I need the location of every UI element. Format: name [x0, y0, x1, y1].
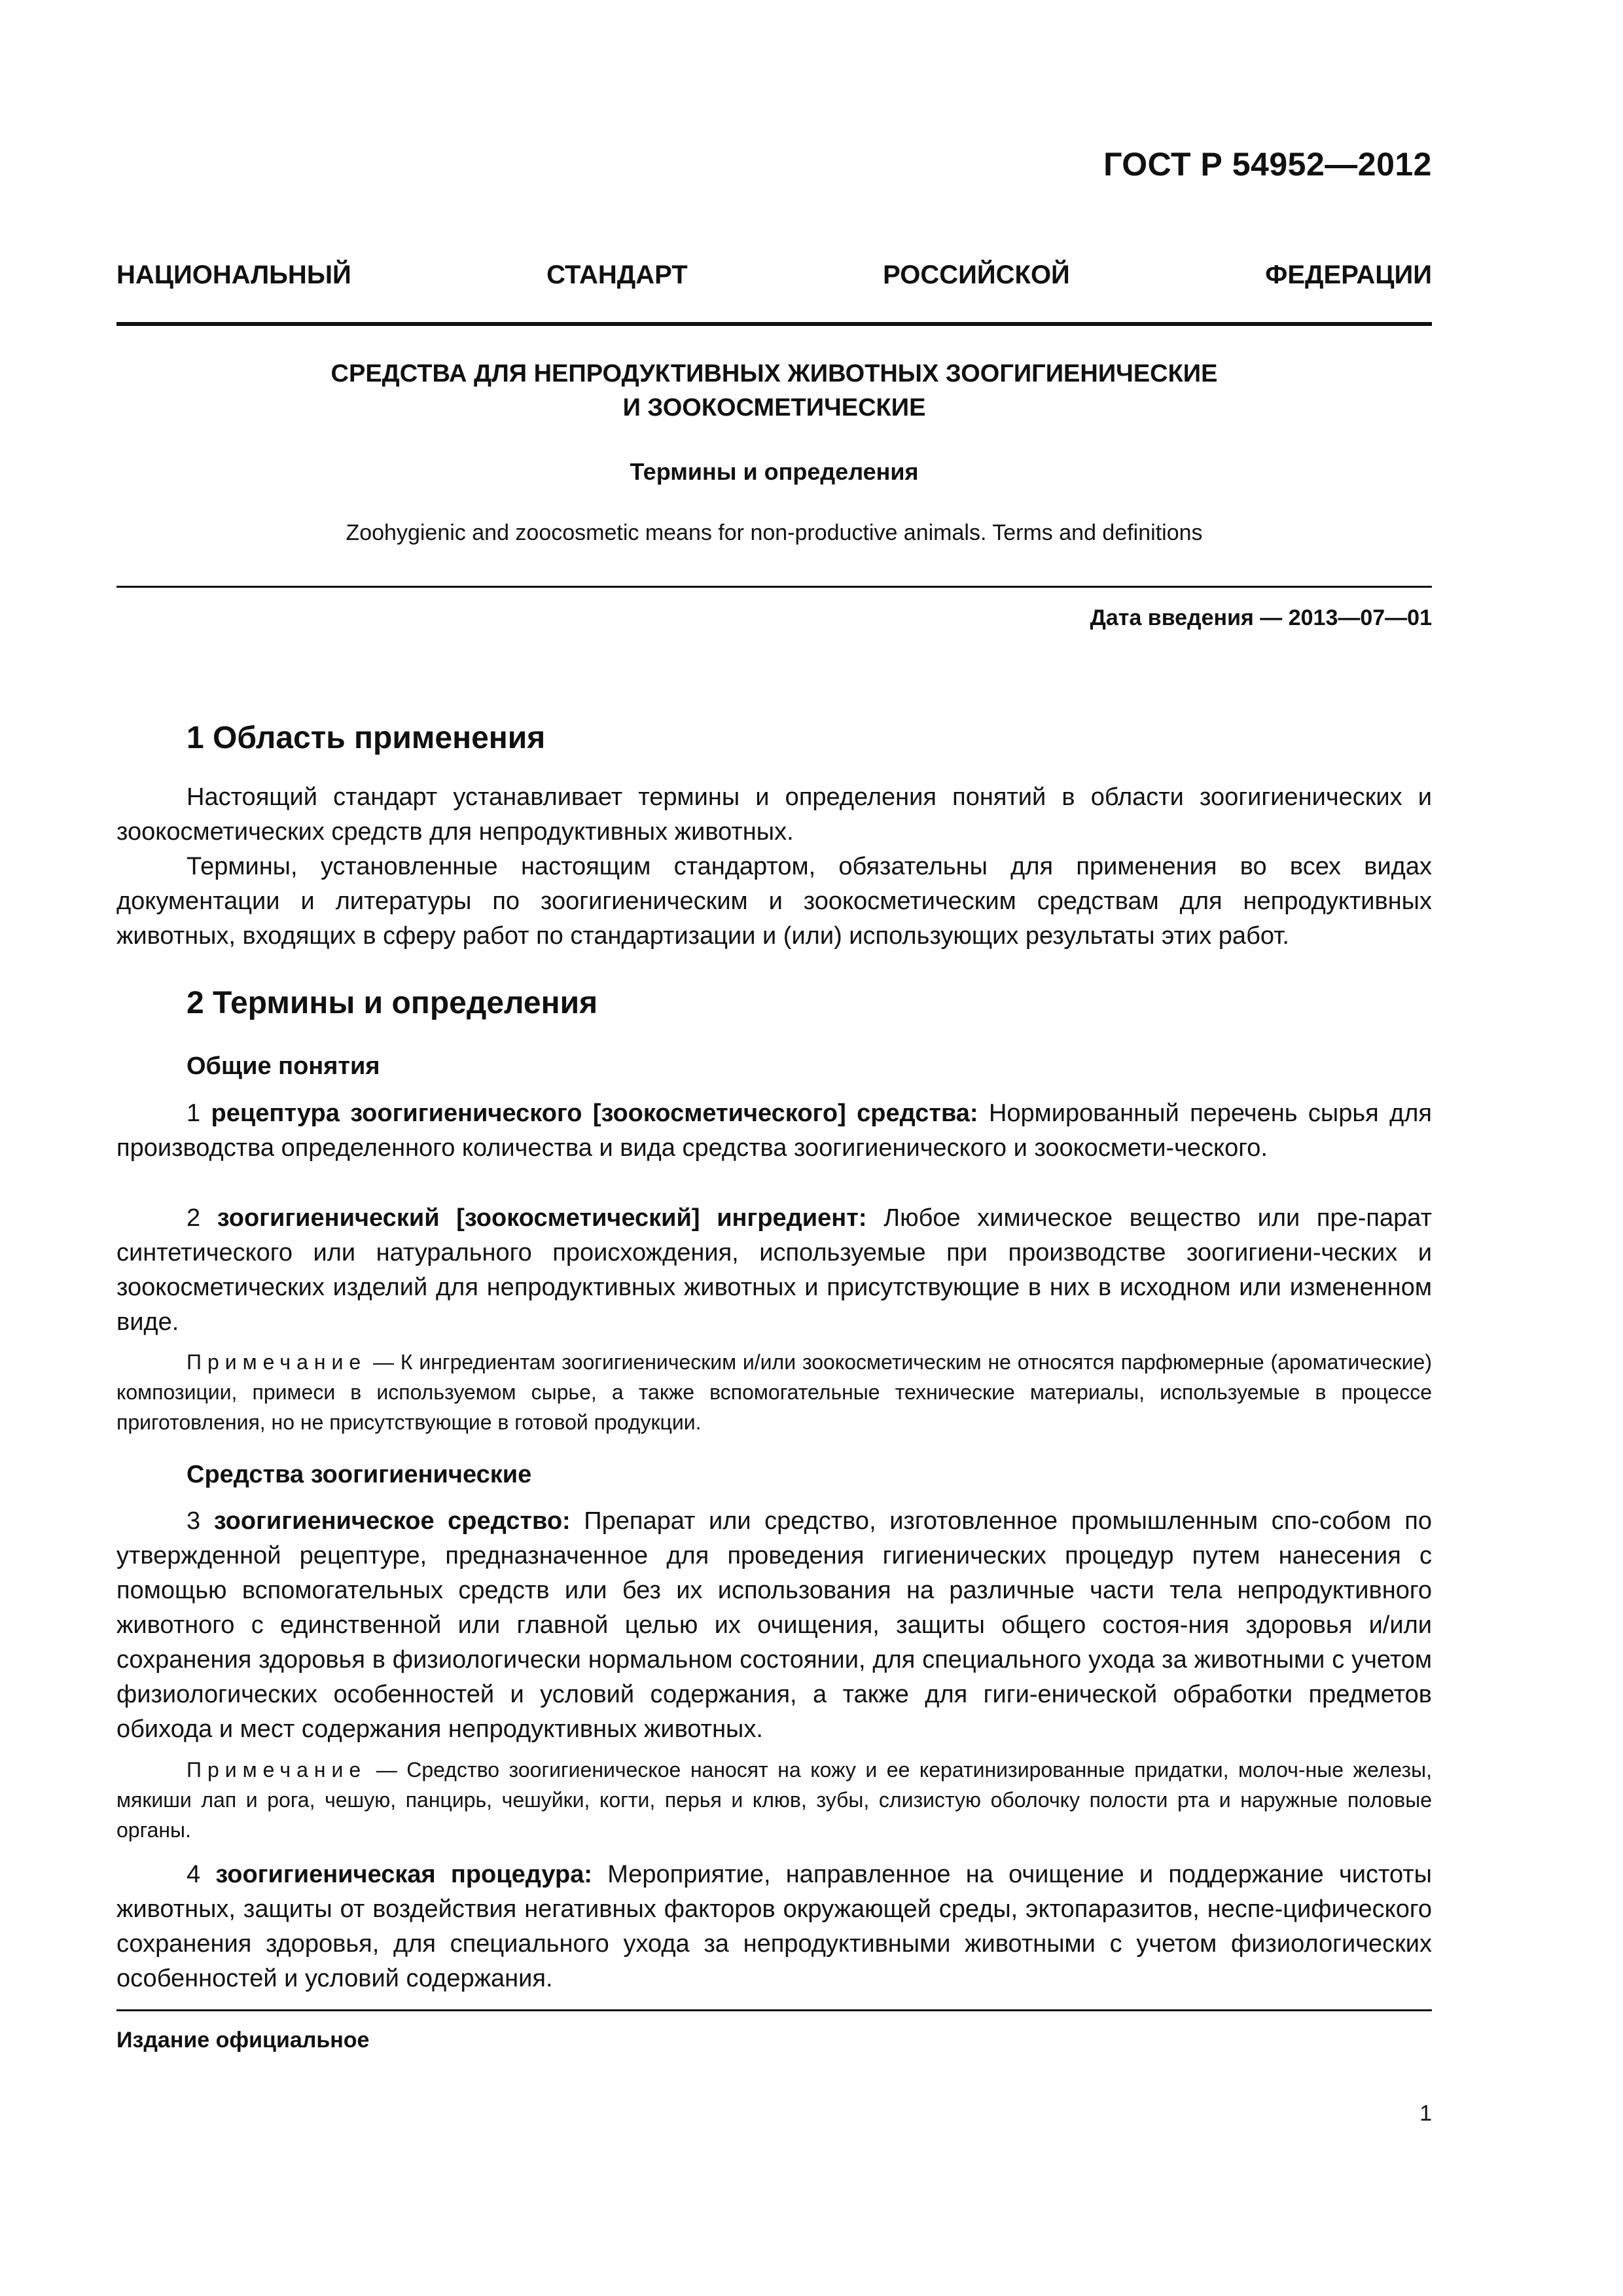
subsection-zoohygienic-means: Средства зоогигиенические — [187, 1461, 532, 1488]
note-2-text: — Средство зоогигиеническое наносят на кожу и ее кератинизированные придатки, молоч-ные железы, мякиши лап и рога, чешую, панцирь, чешуйки, когти, перья и клюв, зубы, слизистую оболочку полости рта и наружные половые органы. — [116, 1758, 1432, 1842]
note-1 — [116, 1347, 1432, 1437]
section-1-paragraph-1: Настоящий стандарт устанавливает термины и определения понятий в области зоогигиенических и зоокосметических средств для непродуктивных животных. — [116, 783, 1432, 846]
term-4-definition: Мероприятие, направленное на очищение и поддержание чистоты животных, защиты от воздействия негативных факторов окружающей среды, эктопаразитов, неспе-цифического сохранения здоровья, для специального ухода за непродуктивными животными с учетом физиологических особенностей и условий содержания. — [116, 1861, 1432, 1992]
note-1-text: — К ингредиентам зоогигиеническим и/или зоокосметическим не относятся парфюмерные (ароматические) композиции, примеси в используемом сырье, а также вспомогательные технические материалы, используемые в процессе приготовления, но не присутствующие в готовой продукции. — [116, 1350, 1432, 1434]
title-divider — [116, 586, 1432, 588]
official-edition-label: Издание официальное — [116, 2028, 370, 2053]
note-2-label: Примечание — [187, 1758, 367, 1782]
note-2 — [116, 1755, 1432, 1845]
term-3 — [116, 1504, 1432, 1747]
document-code: ГОСТ Р 54952—2012 — [1103, 146, 1432, 183]
term-3-definition: Препарат или средство, изготовленное промышленным спо-собом по утвержденной рецептуре, предназначенное для проведения гигиенических процедур путем нанесения с помощью вспомогательных средств или без их использования на различные части тела непродуктивного животного с единственной или главной целью их очищения, защиты общего состоя-ния здоровья и/или сохранения здоровья в физиологически нормальном состоянии, для специального ухода за животными с учетом физиологических особенностей и условий содержания, а также для гиги-енической обработки предметов обихода и мест содержания непродуктивных животных. — [116, 1507, 1432, 1743]
term-4 — [116, 1857, 1432, 1996]
term-3-number: 3 — [187, 1507, 214, 1535]
national-standard-banner: НАЦИОНАЛЬНЫЙ СТАНДАРТ РОССИЙСКОЙ ФЕДЕРАЦИИ — [116, 260, 1432, 289]
document-title — [116, 357, 1432, 425]
term-1-definition: Нормированный перечень сырья для производства определенного количества и вида средства зоогигиенического и зоокосмети-ческого. — [116, 1100, 1432, 1162]
term-1-number: 1 — [187, 1100, 211, 1127]
title-line-1: СРЕДСТВА ДЛЯ НЕПРОДУКТИВНЫХ ЖИВОТНЫХ ЗООГИГИЕНИЧЕСКИЕ — [330, 360, 1218, 387]
term-2 — [116, 1201, 1432, 1340]
top-divider — [116, 322, 1432, 326]
term-2-number: 2 — [187, 1204, 217, 1232]
subsection-general-concepts: Общие понятия — [187, 1052, 380, 1080]
term-1 — [116, 1096, 1432, 1166]
term-1-name: рецептура зоогигиенического [зоокосметического] средства: — [211, 1100, 978, 1127]
introduction-date: Дата введения — 2013—07—01 — [1090, 605, 1432, 630]
term-2-definition: Любое химическое вещество или пре-парат синтетического или натурального происхождения, используемые при производстве зоогигиени-ческих и зоокосметических изделий для непродуктивных животных и присутствующие в них в исходном или измененном виде. — [116, 1204, 1432, 1336]
english-title: Zoohygienic and zoocosmetic means for non-productive animals. Terms and definitions — [346, 520, 1203, 545]
note-1-label: Примечание — [187, 1350, 367, 1374]
section-1-paragraph-2: Термины, установленные настоящим стандартом, обязательны для применения во всех видах документации и литературы по зоогигиеническим и зоокосметическим средствам для непродуктивных животных, входящих в сферу работ по стандартизации и (или) использующих результаты этих работ. — [116, 853, 1432, 950]
term-3-name: зоогигиеническое средство: — [213, 1507, 571, 1535]
page-number: 1 — [1419, 2101, 1432, 2126]
section-1-heading: 1 Область применения — [187, 721, 546, 755]
term-2-name: зоогигиенический [зоокосметический] ингредиент: — [217, 1204, 867, 1232]
footer-divider — [116, 2009, 1432, 2011]
document-subtitle: Термины и определения — [630, 458, 919, 485]
term-4-name: зоогигиеническая процедура: — [215, 1861, 592, 1888]
section-2-heading: 2 Термины и определения — [187, 986, 598, 1020]
term-4-number: 4 — [187, 1861, 216, 1888]
title-line-2: И ЗООКОСМЕТИЧЕСКИЕ — [622, 394, 926, 422]
